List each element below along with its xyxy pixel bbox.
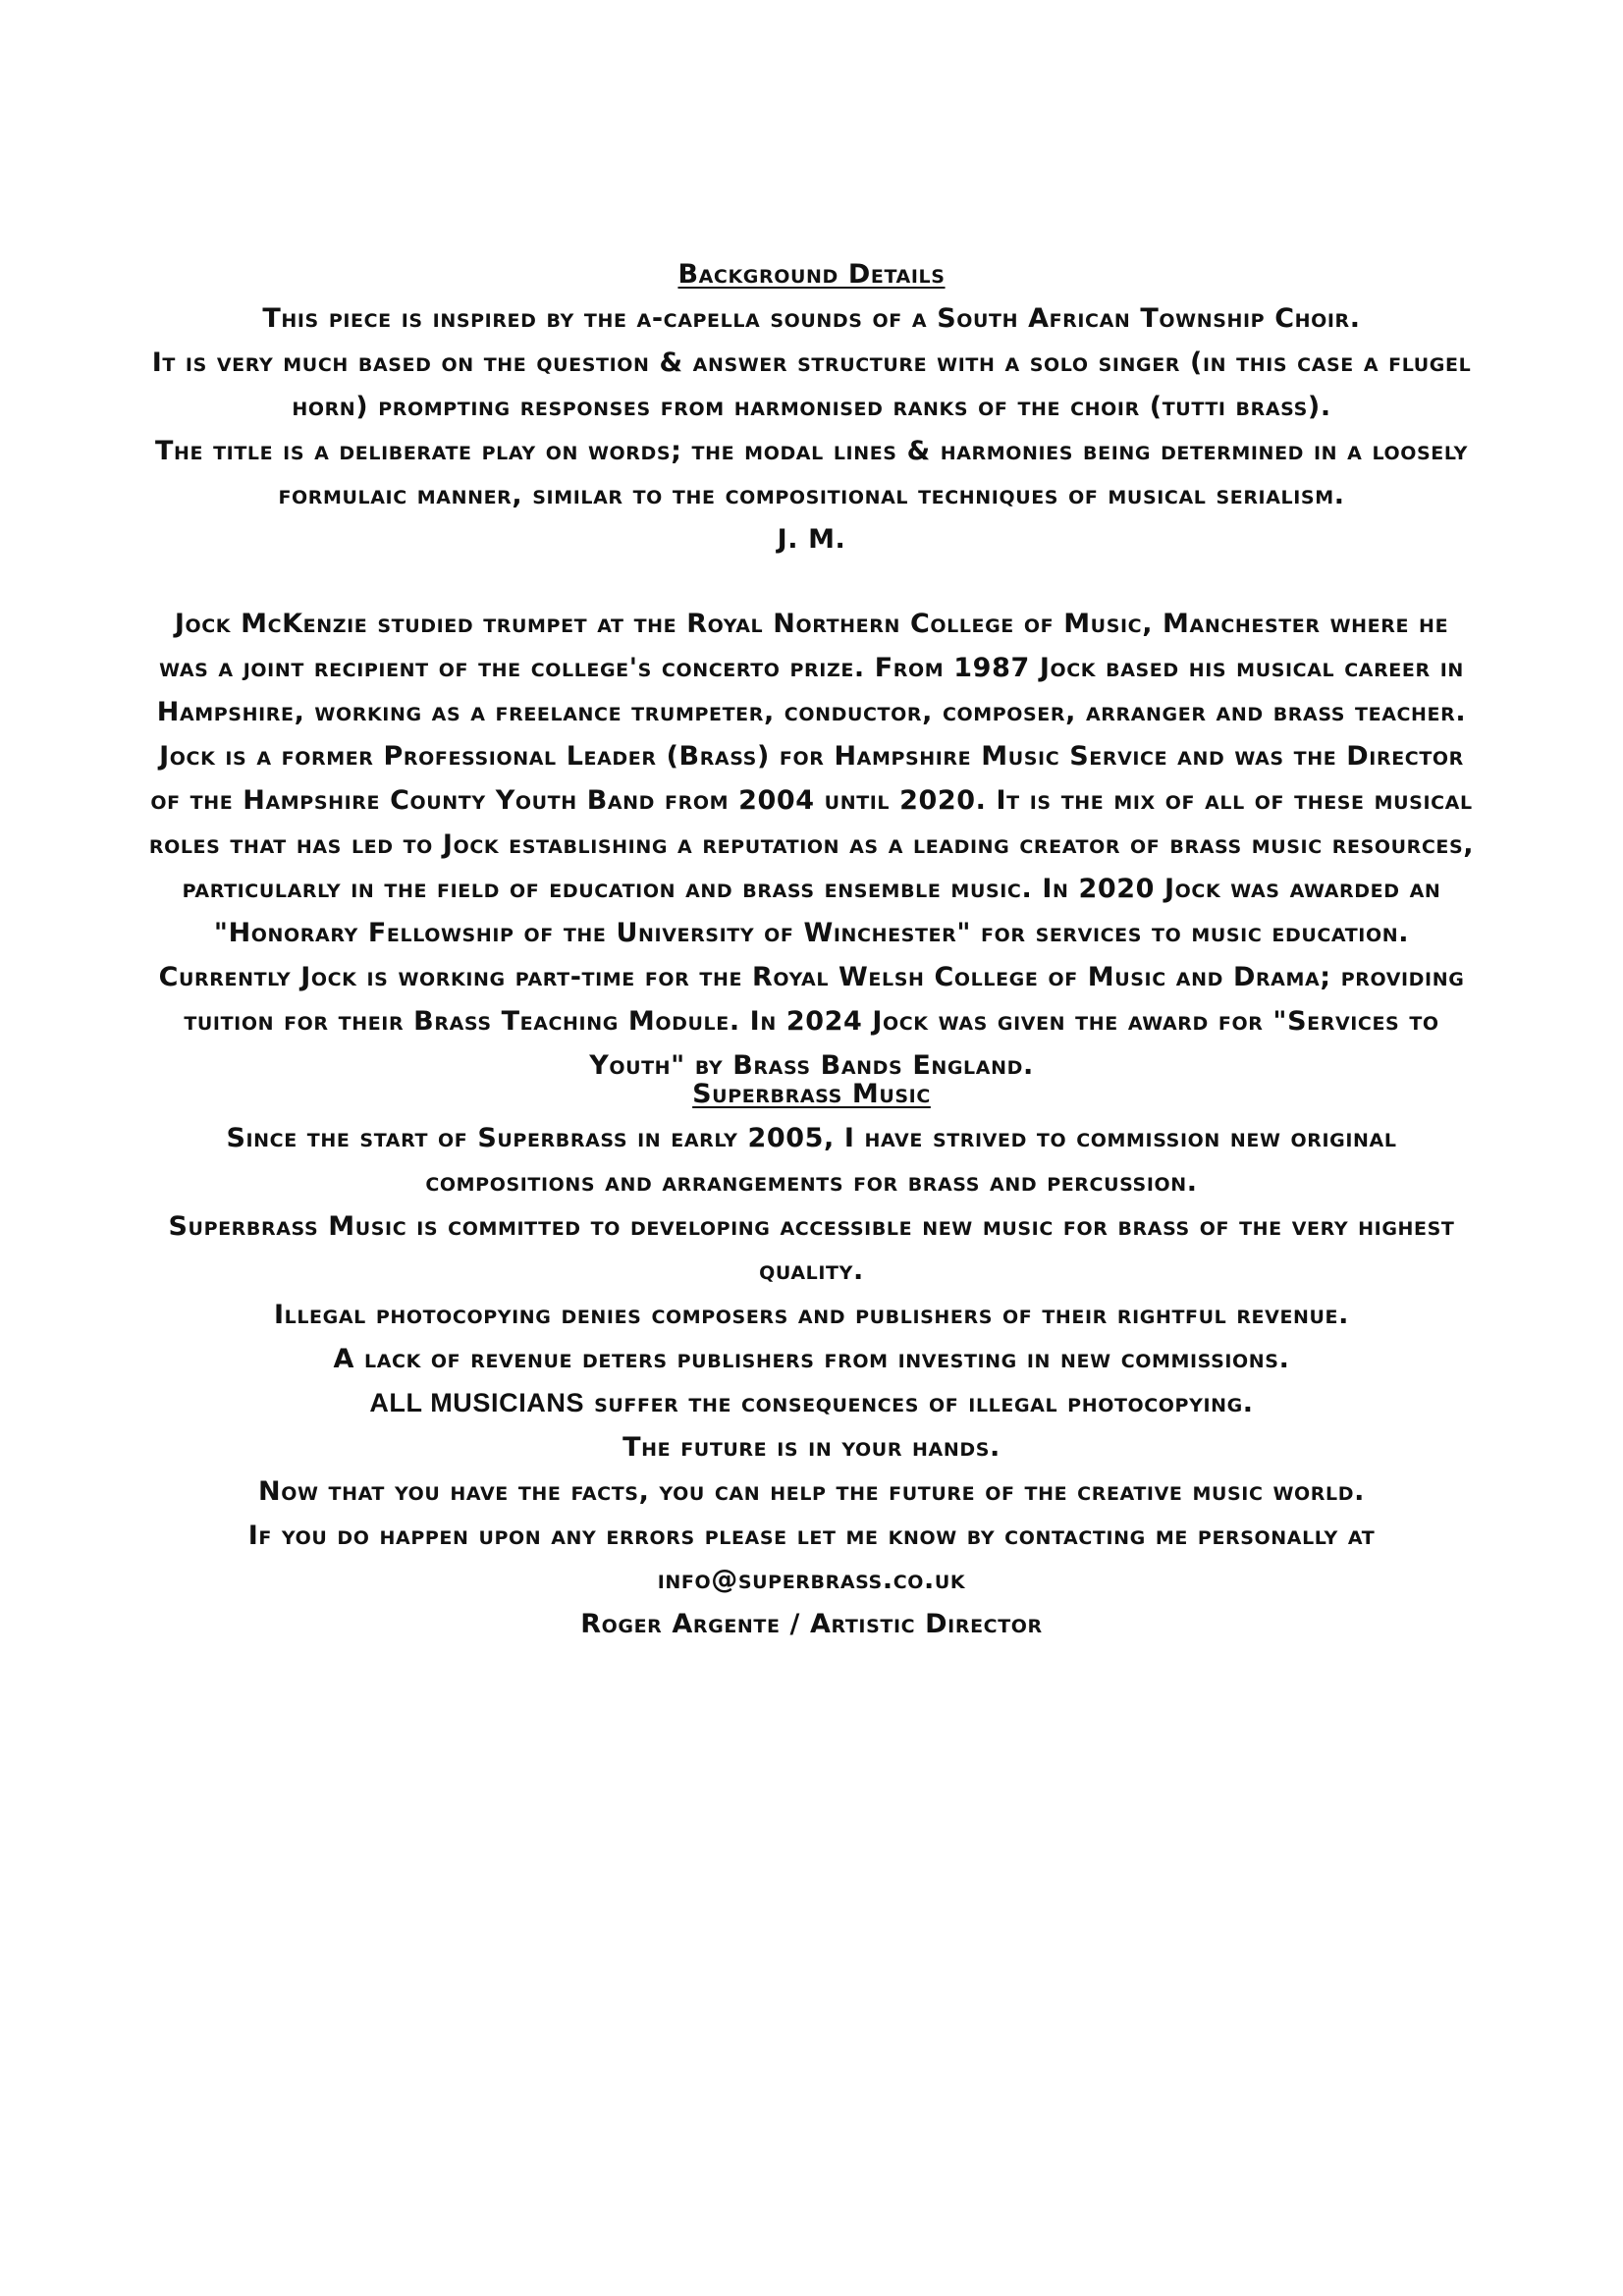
background-initials: J. M. xyxy=(777,524,846,555)
superbrass-commitment: Superbrass Music is committed to developing accessible new music for brass of the very highest quality. xyxy=(168,1211,1455,1286)
future-statement: The future is in your hands. xyxy=(622,1432,1001,1463)
errors-contact-text: If you do happen upon any errors please let me know by contacting me personally at xyxy=(247,1521,1376,1551)
superbrass-heading: Superbrass Music xyxy=(692,1079,931,1109)
background-line-inspiration: This piece is inspired by the a-capella sounds of a South African Township Choir. xyxy=(262,303,1361,334)
background-line-title: The title is a deliberate play on words; the modal lines & harmonies being determined in a loosely formulaic manner, similar to the compositional techniques of musical serialism. xyxy=(155,436,1468,510)
composer-biography-text: Jock McKenzie studied trumpet at the Royal Northern College of Music, Manchester where he was a joint recipient of the college's concerto prize. From 1987 Jock based his musical career in Hampshire, working as a freelance trumpeter, conductor, composer, arranger and brass teacher. Jock is a former Professional Leader (Brass) for Hampshire Music Service and was the Director of the Hampshire County Youth Band from 2004 until 2020. It is the mix of all of these musical roles that has led to Jock establishing a reputation as a leading creator of brass music resources, particularly in the field of education and brass ensemble music. In 2020 Jock was awarded an "Honorary Fellowship of the University of Winchester" for services to music education. Currently Jock is working part-time for the Royal Welsh College of Music and Drama; providing tuition for their Brass Teaching Module. In 2024 Jock was given the award for "Services to Youth" by Brass Bands England. xyxy=(148,609,1475,1081)
superbrass-music-section xyxy=(147,1072,1476,1646)
composer-biography-section xyxy=(147,602,1476,1088)
photocopy-warning-commissions: A lack of revenue deters publishers from investing in new commissions. xyxy=(333,1344,1290,1374)
superbrass-intro: Since the start of Superbrass in early 2005, I have strived to commission new original compositions and arrangements for brass and percussion. xyxy=(226,1123,1397,1198)
musicians-consequence-text: suffer the consequences of illegal photocopying. xyxy=(584,1388,1254,1418)
contact-email[interactable]: info@superbrass.co.uk xyxy=(657,1565,966,1595)
background-details-heading: Background Details xyxy=(677,259,946,290)
signature-line: Roger Argente / Artistic Director xyxy=(580,1609,1043,1639)
photocopy-warning-musicians xyxy=(147,1381,1476,1425)
background-line-structure: It is very much based on the question & answer structure with a solo singer (in this case a flugel horn) prompting responses from harmonised ranks of the choir (tutti brass). xyxy=(151,347,1472,422)
photocopy-warning-revenue: Illegal photocopying denies composers and publishers of their rightful revenue. xyxy=(274,1300,1349,1330)
facts-statement: Now that you have the facts, you can help the future of the creative music world. xyxy=(258,1476,1365,1507)
all-musicians-emphasis: ALL MUSICIANS xyxy=(369,1388,585,1417)
background-details-section xyxy=(147,252,1476,561)
